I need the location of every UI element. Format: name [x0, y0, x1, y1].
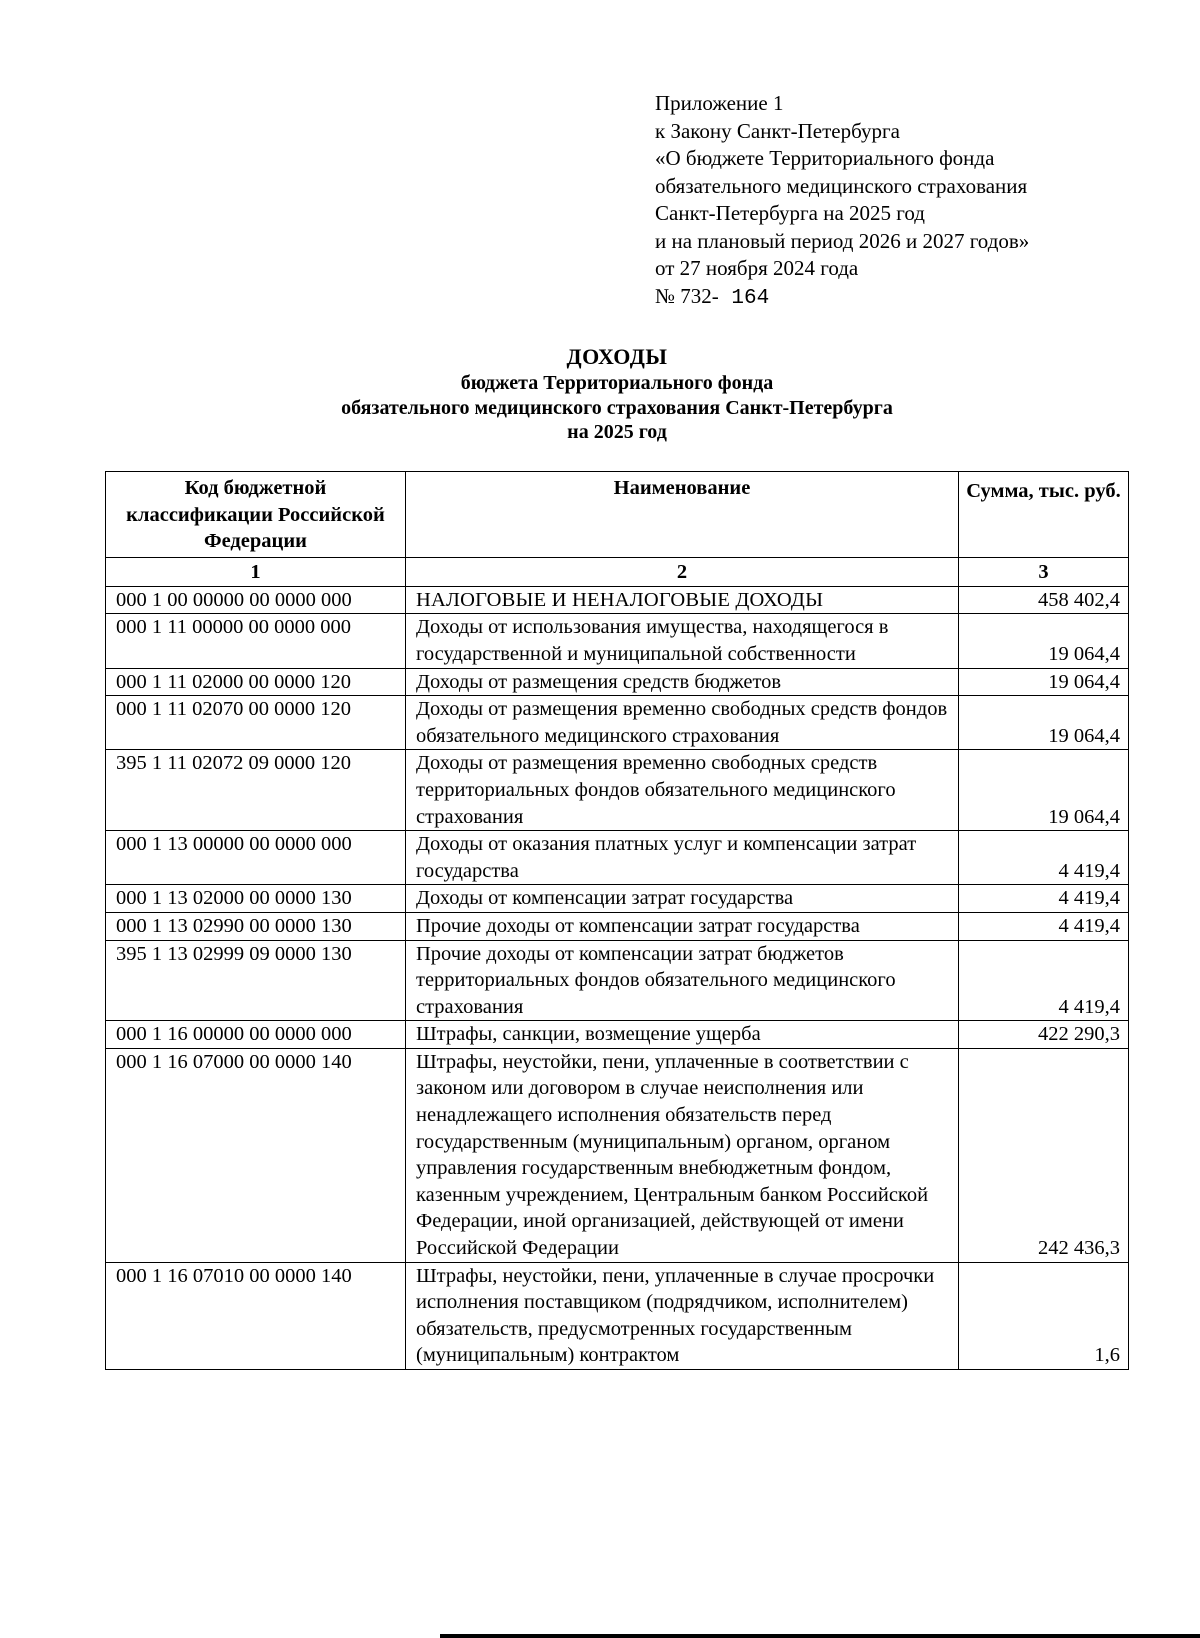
row-code: 000 1 00 00000 00 0000 000	[106, 586, 406, 614]
row-code: 395 1 11 02072 09 0000 120	[106, 750, 406, 831]
column-numbers-row	[106, 557, 1129, 586]
appendix-line: Приложение 1	[655, 91, 784, 115]
row-code: 000 1 11 02070 00 0000 120	[106, 696, 406, 750]
row-name: Доходы от оказания платных услуг и компенсации затрат государства	[406, 831, 959, 885]
row-code: 000 1 11 00000 00 0000 000	[106, 614, 406, 668]
header-name: Наименование	[406, 472, 959, 558]
header-amount: Сумма, тыс. руб.	[959, 472, 1129, 558]
law-number-prefix: № 732-	[655, 283, 719, 308]
row-code: 000 1 11 02000 00 0000 120	[106, 668, 406, 696]
table-row	[106, 1262, 1129, 1369]
row-code: 395 1 13 02999 09 0000 130	[106, 940, 406, 1021]
row-code: 000 1 13 00000 00 0000 000	[106, 831, 406, 885]
appendix-line: к Закону Санкт-Петербурга	[655, 118, 900, 143]
table-row	[106, 696, 1129, 750]
row-name: Доходы от компенсации затрат государства	[406, 885, 959, 913]
row-amount: 422 290,3	[959, 1021, 1129, 1049]
law-number-value: 164	[718, 286, 770, 310]
row-code: 000 1 16 07000 00 0000 140	[106, 1048, 406, 1262]
row-name: Штрафы, санкции, возмещение ущерба	[406, 1021, 959, 1049]
row-name: Доходы от размещения временно свободных средств территориальных фондов обязательного медицинского страхования	[406, 750, 959, 831]
appendix-line: и на плановый период 2026 и 2027 годов»	[655, 228, 1030, 253]
row-amount: 19 064,4	[959, 750, 1129, 831]
row-code: 000 1 13 02000 00 0000 130	[106, 885, 406, 913]
table-row	[106, 885, 1129, 913]
appendix-line: Санкт-Петербурга на 2025 год	[655, 201, 925, 225]
row-name: Прочие доходы от компенсации затрат бюджетов территориальных фондов обязательного медицинского страхования	[406, 940, 959, 1021]
row-code: 000 1 13 02990 00 0000 130	[106, 912, 406, 940]
table-row	[106, 831, 1129, 885]
title-sub-1: бюджета Территориального фонда	[460, 372, 774, 394]
column-number: 3	[959, 557, 1129, 586]
title-main: ДОХОДЫ	[566, 344, 668, 369]
row-name: Прочие доходы от компенсации затрат государства	[406, 912, 959, 940]
document-title	[0, 343, 1200, 445]
appendix-block	[655, 90, 1029, 312]
row-code: 000 1 16 00000 00 0000 000	[106, 1021, 406, 1049]
appendix-line: «О бюджете Территориального фонда	[655, 146, 995, 170]
table-row	[106, 614, 1129, 668]
table-row	[106, 1021, 1129, 1049]
row-code: 000 1 16 07010 00 0000 140	[106, 1262, 406, 1369]
row-amount: 19 064,4	[959, 668, 1129, 696]
row-amount: 242 436,3	[959, 1048, 1129, 1262]
table-row	[106, 1048, 1129, 1262]
appendix-line: обязательного медицинского страхования	[655, 173, 1028, 198]
law-number	[655, 283, 1029, 313]
title-sub-3: на 2025 год	[567, 421, 667, 443]
row-name: Доходы от размещения средств бюджетов	[406, 668, 959, 696]
row-amount: 4 419,4	[959, 940, 1129, 1021]
bottom-divider	[440, 1634, 1200, 1638]
row-name: Штрафы, неустойки, пени, уплаченные в случае просрочки исполнения поставщиком (подрядчиком, исполнителем) обязательств, предусмотренных государственным (муниципальным) контрактом	[406, 1262, 959, 1369]
table-row	[106, 912, 1129, 940]
column-number: 1	[106, 557, 406, 586]
row-amount: 4 419,4	[959, 912, 1129, 940]
table-row	[106, 586, 1129, 614]
row-name: Штрафы, неустойки, пени, уплаченные в соответствии с законом или договором в случае неисполнения или ненадлежащего исполнения обязательств перед государственным (муниципальным) органом, органом управления государственным внебюджетным фондом, казенным учреждением, Центральным банком Российской Федерации, иной организацией, действующей от имени Российской Федерации	[406, 1048, 959, 1262]
header-code: Код бюджетной классификации Российской Федерации	[106, 472, 406, 558]
row-name: Доходы от использования имущества, находящегося в государственной и муниципальной собственности	[406, 614, 959, 668]
row-amount: 458 402,4	[959, 586, 1129, 614]
table-row	[106, 668, 1129, 696]
row-amount: 19 064,4	[959, 696, 1129, 750]
row-amount: 4 419,4	[959, 831, 1129, 885]
row-amount: 4 419,4	[959, 885, 1129, 913]
table-row	[106, 940, 1129, 1021]
title-sub-2: обязательного медицинского страхования Санкт-Петербурга	[341, 396, 893, 419]
row-amount: 1,6	[959, 1262, 1129, 1369]
table-header-row	[106, 472, 1129, 558]
row-name: НАЛОГОВЫЕ И НЕНАЛОГОВЫЕ ДОХОДЫ	[406, 586, 959, 614]
income-table	[105, 471, 1129, 1370]
appendix-line: от 27 ноября 2024 года	[655, 256, 859, 280]
row-amount: 19 064,4	[959, 614, 1129, 668]
row-name: Доходы от размещения временно свободных средств фондов обязательного медицинского страхования	[406, 696, 959, 750]
column-number: 2	[406, 557, 959, 586]
table-row	[106, 750, 1129, 831]
